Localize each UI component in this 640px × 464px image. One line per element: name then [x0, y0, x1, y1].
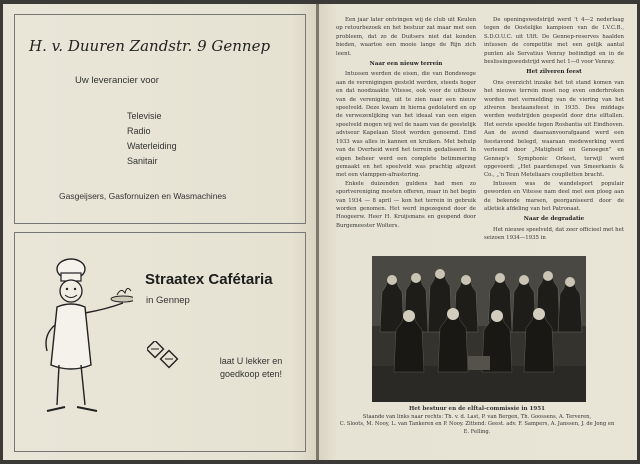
ad-footer: Gasgeijsers, Gasfornuizen en Wasmachines	[59, 191, 227, 201]
list-item: Sanitair	[127, 156, 158, 166]
paragraph: Een jaar later ontvingen wij de club uit Keulen op retourbezoek en het bestuur zat maar met een probleem, dat zo de Duitsers niet dat konden bieden, waartoe een mooie lange de Rijn zich leent.	[336, 17, 476, 57]
text-column-2	[484, 16, 624, 243]
list-item: Radio	[127, 126, 151, 136]
text-column-1	[336, 16, 476, 230]
cafe-tagline	[203, 355, 299, 381]
group-photo	[372, 256, 586, 402]
caption-line: C. Sloots, M. Nooy, L. van Tankeren en P. Nooy. Zittend: Geest. adv. F. Sampers, A. Janssen, J. de Jong en E. Felling.	[339, 421, 615, 435]
caption-title: Het bestuur en de elftal-commissie in 1951	[408, 406, 546, 412]
chef-illustration	[37, 255, 133, 435]
section-heading: Het zilveren feest	[526, 69, 582, 76]
tagline-line-1: laat U lekker en	[219, 356, 283, 366]
paragraph: Ons overzicht inzake het tot stand komen van het nieuwe terrein moet nog even onderbroken worden met vermelding van de viering van het zilveren bestaansfeest in 1935. Des middags werden wedstrijden gespeeld door drie elftallen. Het eerste speelde tegen Rosbantia uit Eindhoven. Aan de avond daaraanvoorafgaand werd een feestavond belegd, waaraan medewerking werd verleend door „Matigheid en Genoegen” en Gennep's Symphonic Orkest, terwijl werd opgevoerd: „Het paardenspel van Smeerkanis & Co., „'n Teun Meteliaars couplletten bracht.	[484, 79, 624, 179]
left-page	[3, 4, 317, 460]
ad-title: H. v. Duuren Zandstr. 9 Gennep	[29, 37, 271, 55]
paragraph: De openingswedstrijd werd 't 4—2 nederlaag tegen de Oostelijke kampioen van de I.V.C.B., S.D.O.U.C. uit Ulft. De Gennep-reserves haalden intussen de competitie met een gelijk aantal punten als Servatius Venray beëindigd en in de beslissingswedstrijd werd het 1—0 voor Venray.	[484, 17, 624, 66]
section-heading: Naar een nieuw terrein	[369, 61, 443, 68]
list-item: Televisie	[127, 111, 162, 121]
caption-line: Staande van links naar rechts: Th. v. d. Last, P. van Bergen, Th. Goossens, A. Terveren,	[362, 413, 592, 420]
tagline-line-2: goedkoop eten!	[219, 369, 283, 379]
group-photo-illustration	[372, 256, 586, 402]
ad-subtitle: Uw leverancier voor	[75, 75, 159, 86]
decorative-tiles-icon	[147, 341, 183, 371]
photo-caption	[338, 406, 616, 436]
list-item: Waterleiding	[127, 141, 177, 151]
advertisement-van-duuren	[14, 14, 306, 224]
product-list	[127, 111, 177, 171]
paragraph: Intussen werden de eisen, die van Bondswege aan de verenigingen gesteld werden, steeds hoger en dat noodzaakte Vitesse, ook voor de uitbouw van de vereniging, uit te zien naar een nieuw speelveld. Deze kwam in hierna gedolaterd en op de verwezenlijking van het ideaal van een eigen speelveld mogen wij wel de naam van de geestelijk adviseur Kapelaan Stoot worden genoemd. Eind 1933 was alles in kannen en kruiken. Met behulp van de Overheid werd het terrein gedaliseerd. In eigen beheer werd een complete betimmering gemaakt en het speelveld was prachtig afgezet met een vlamppen-afrastering.	[336, 71, 476, 179]
cafe-name: Straatex Cafétaria	[145, 271, 273, 288]
cafe-town: in Gennep	[146, 295, 190, 306]
paragraph: Intussen was de wandelsport populair geworden en Vitesse nam deel met een ploeg aan de bekende marsen, georganiseerd door de atletiek afdeling van het Patronaat.	[484, 180, 624, 212]
paragraph: Enkele duizenden guldens had men zo sportvereniging moeten offeren, maar in het begin van 1934 — 8 april — kon het terrein in gebruik worden genomen. Het werd ingezegend door de Hoogeerw. Heer H. Kruijsmans en geopend door Burgemeester Wolters.	[336, 180, 476, 229]
advertisement-straatex	[14, 232, 306, 452]
section-heading: Naar de degradatie	[523, 216, 585, 223]
paragraph: Het nieuwe speelveld, dat zeer officieel met het seizoen 1934—1935 in	[484, 226, 624, 242]
